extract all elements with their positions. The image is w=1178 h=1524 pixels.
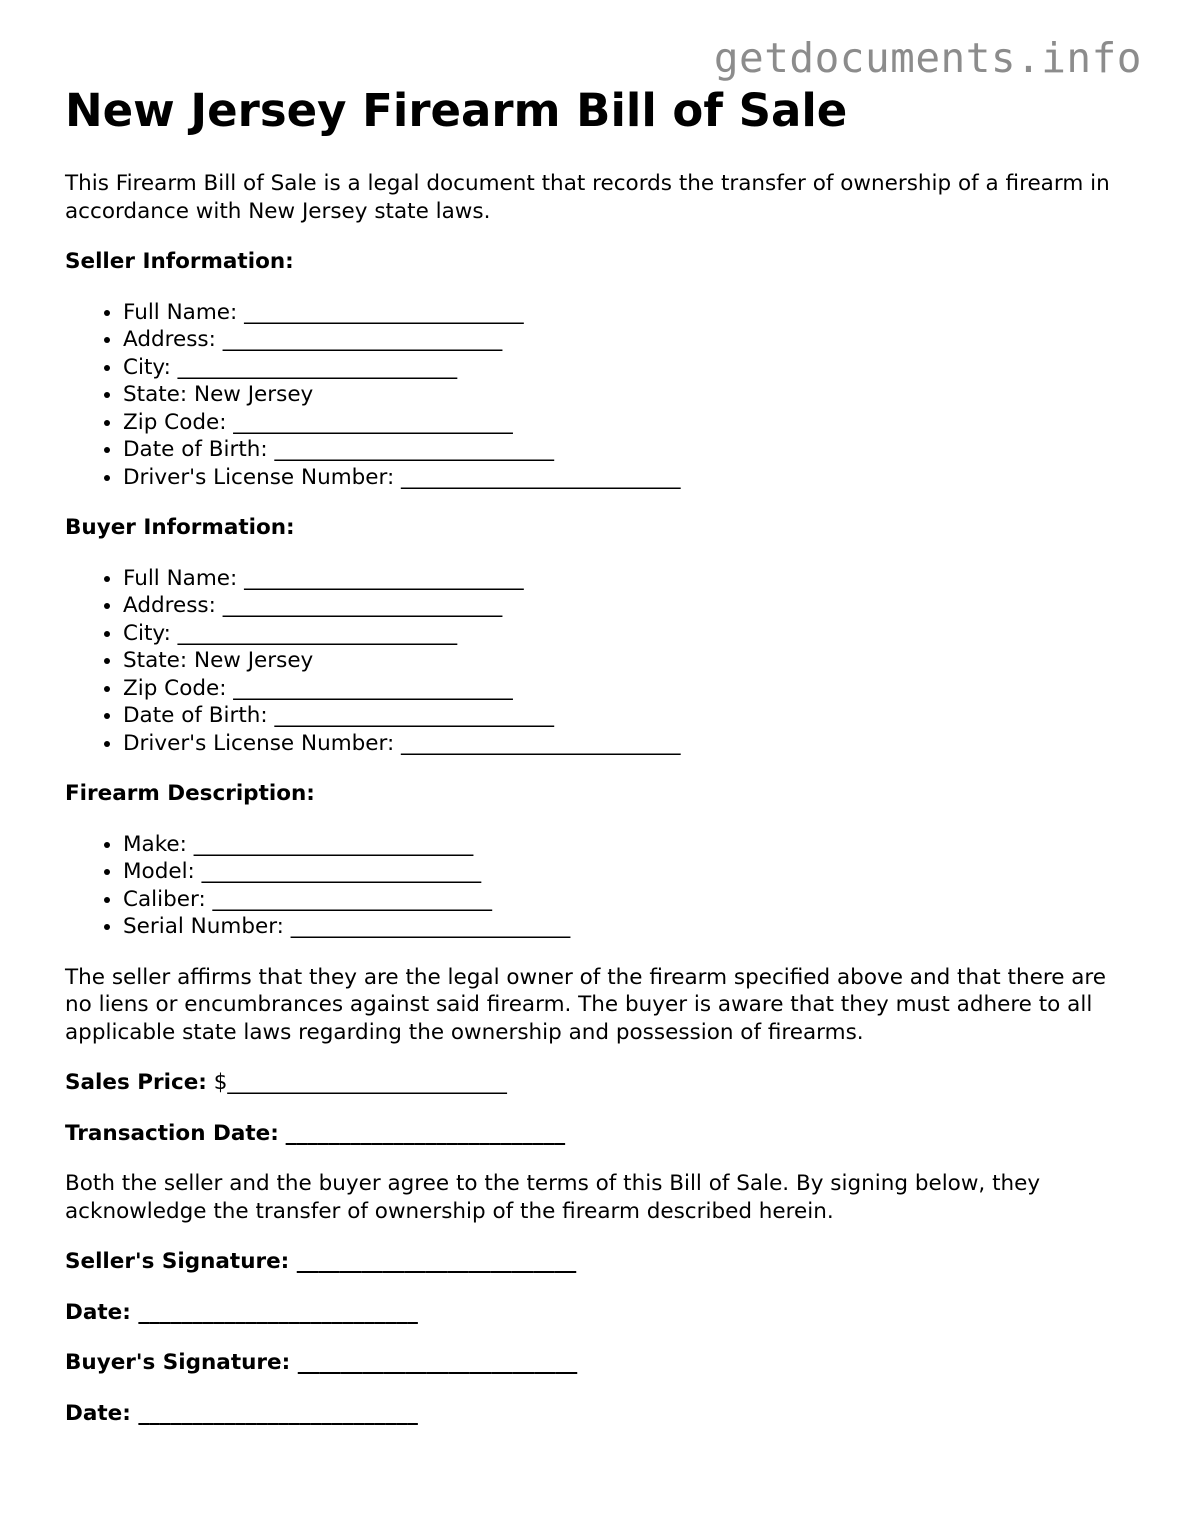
transaction-date-row	[65, 1120, 1125, 1148]
firearm-heading: Firearm Description:	[65, 781, 315, 806]
transaction-date-label: Transaction Date:	[65, 1120, 279, 1146]
transaction-date-blank: __________________________	[285, 1120, 566, 1146]
buyer-zip-field: • Zip Code: __________________________	[123, 675, 1125, 703]
intro-paragraph: This Firearm Bill of Sale is a legal document that records the transfer of ownership of a firearm in accordance with New Jersey state laws.	[65, 171, 1110, 224]
watermark: getdocuments.info	[713, 34, 1142, 82]
seller-license-field: • Driver's License Number: __________________________	[123, 464, 1125, 492]
seller-address-field: • Address: __________________________	[123, 326, 1125, 354]
buyer-license-field: • Driver's License Number: __________________________	[123, 730, 1125, 758]
buyer-fields-list	[65, 565, 1125, 758]
buyer-signature-row	[65, 1349, 1125, 1377]
seller-fields-list	[65, 299, 1125, 492]
seller-date-blank: __________________________	[138, 1299, 418, 1325]
seller-signature-row	[65, 1248, 1125, 1276]
agreement-paragraph: Both the seller and the buyer agree to the terms of this Bill of Sale. By signing below, they acknowledge the transfer of ownership of the firearm described herein.	[65, 1171, 1041, 1224]
firearm-model-field: • Model: __________________________	[123, 858, 1125, 886]
seller-date-label: Date:	[65, 1299, 131, 1325]
buyer-address-field: • Address: __________________________	[123, 592, 1125, 620]
firearm-caliber-field: • Caliber: __________________________	[123, 886, 1125, 914]
seller-full-name-field: • Full Name: __________________________	[123, 299, 1125, 327]
firearm-serial-field: • Serial Number: __________________________	[123, 913, 1125, 941]
sales-price-label: Sales Price:	[65, 1070, 207, 1095]
seller-signature-label: Seller's Signature:	[65, 1249, 290, 1274]
buyer-state-field: • State: New Jersey	[123, 647, 1125, 675]
seller-state-field: • State: New Jersey	[123, 381, 1125, 409]
seller-zip-field: • Zip Code: __________________________	[123, 409, 1125, 437]
firearm-fields-list	[65, 831, 1125, 941]
buyer-date-label: Date:	[65, 1400, 131, 1426]
buyer-signature-blank: __________________________	[297, 1350, 578, 1375]
seller-signature-blank: __________________________	[296, 1249, 577, 1274]
seller-date-row	[65, 1299, 1125, 1327]
page-title: New Jersey Firearm Bill of Sale	[65, 84, 848, 137]
sales-price-row	[65, 1069, 1125, 1097]
buyer-full-name-field: • Full Name: __________________________	[123, 565, 1125, 593]
buyer-heading: Buyer Information:	[65, 515, 295, 540]
document-body	[65, 170, 1125, 1450]
affirmation-paragraph: The seller affirms that they are the legal owner of the firearm specified above and that there are no liens or encumbrances against said firearm. The buyer is aware that they must adhere to all applicable state laws regarding the ownership and possession of firearms.	[65, 964, 1107, 1045]
buyer-signature-label: Buyer's Signature:	[65, 1350, 291, 1375]
seller-dob-field: • Date of Birth: __________________________	[123, 436, 1125, 464]
buyer-date-row	[65, 1400, 1125, 1428]
seller-heading: Seller Information:	[65, 249, 294, 274]
buyer-dob-field: • Date of Birth: __________________________	[123, 702, 1125, 730]
seller-city-field: • City: __________________________	[123, 354, 1125, 382]
buyer-date-blank: __________________________	[138, 1400, 418, 1426]
firearm-make-field: • Make: __________________________	[123, 831, 1125, 859]
sales-price-blank: $__________________________	[213, 1070, 507, 1095]
buyer-city-field: • City: __________________________	[123, 620, 1125, 648]
